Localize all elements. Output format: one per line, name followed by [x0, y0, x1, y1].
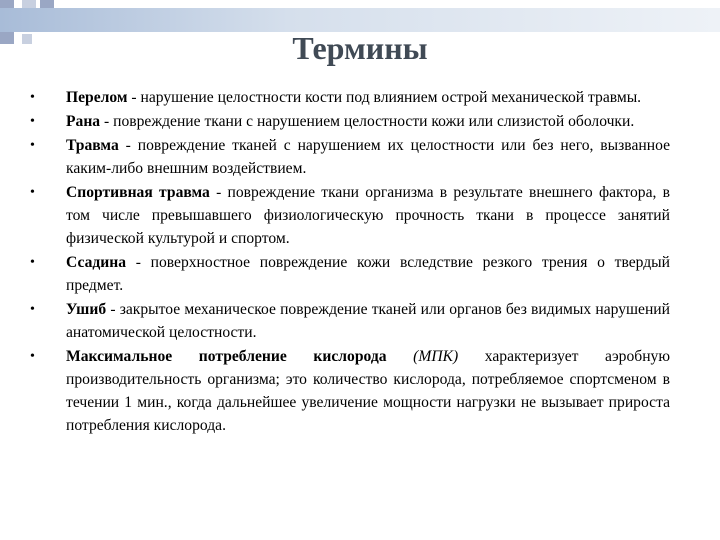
bullet: •: [30, 302, 35, 317]
term-name: Максимальное потребление кислорода: [66, 348, 387, 365]
term-definition: характеризует аэробную производительность организма; это количество кислорода, потребляемое спортсменом в течении 1 мин., когда дальнейшее увеличение мощности нагрузки не вызывает прироста потребления кислорода.: [66, 348, 670, 434]
list-item: [30, 345, 670, 437]
term-definition: - повреждение ткани с нарушением целостности кожи или слизистой оболочки.: [100, 113, 635, 130]
bullet: •: [30, 185, 35, 200]
term-name: Ссадина: [66, 254, 127, 271]
header-gradient-bar: [0, 8, 720, 32]
term-definition: - закрытое механическое повреждение тканей или органов без видимых нарушений анатомической целостности.: [66, 301, 670, 341]
term-name: Травма: [66, 137, 119, 154]
term-name: Спортивная травма: [66, 184, 210, 201]
page-title: Термины: [292, 30, 428, 66]
list-item: [30, 110, 670, 133]
terms-list: [30, 86, 670, 438]
term-definition: - повреждение тканей с нарушением их целостности или без него, вызванное каким-либо внешним воздействием.: [66, 137, 670, 177]
list-item: [30, 298, 670, 344]
list-item: [30, 134, 670, 180]
term-name: Ушиб: [66, 301, 107, 318]
list-item: [30, 181, 670, 250]
bullet: •: [30, 349, 35, 364]
term-definition: - нарушение целостности кости под влиянием острой механической травмы.: [127, 89, 642, 106]
bullet: •: [30, 138, 35, 153]
list-item: [30, 86, 670, 109]
bullet: •: [30, 114, 35, 129]
term-name: Рана: [66, 113, 101, 130]
bullet: •: [30, 255, 35, 270]
term-definition: - повреждение ткани организма в результате внешнего фактора, в том числе превышавшего физиологическую прочность ткани в процессе занятий физической культурой и спортом.: [66, 184, 670, 247]
term-abbreviation: (МПК): [413, 348, 459, 365]
bullet: •: [30, 90, 35, 105]
term-definition: - поверхностное повреждение кожи вследствие резкого трения о твердый предмет.: [66, 254, 670, 294]
term-name: Перелом: [66, 89, 128, 106]
list-item: [30, 251, 670, 297]
